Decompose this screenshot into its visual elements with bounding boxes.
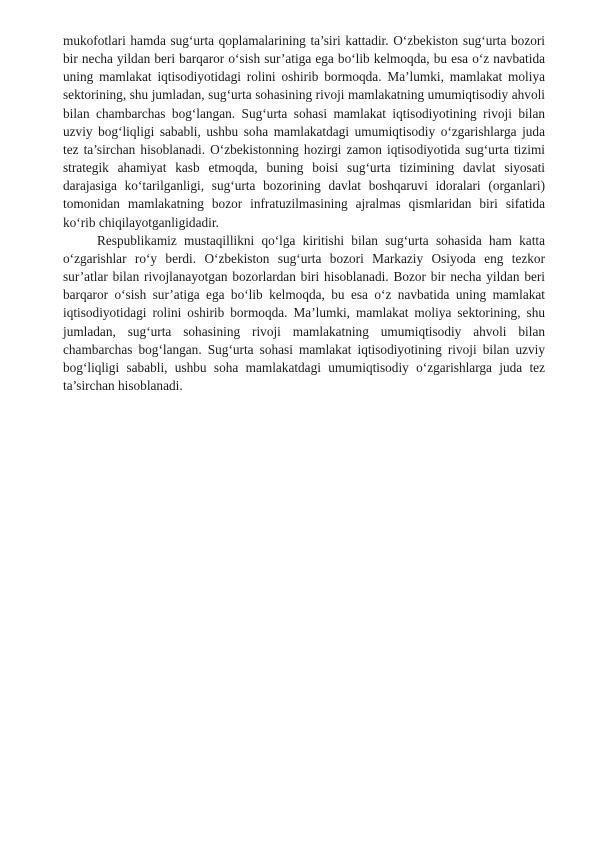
paragraph-2: Respublikamiz mustaqillikni qo‘lga kiritishi bilan sug‘urta sohasida ham katta o‘zgarishlar ro‘y berdi. O‘zbekiston sug‘urta bozori Markaziy Osiyoda eng tezkor sur’atlar bilan rivojlanayotgan bozorlardan biri hisoblanadi. Bozor bir necha yildan beri barqaror o‘sish sur’atiga ega bo‘lib kelmoqda, bu esa o‘z navbatida uning mamlakat iqtisodiyotidagi rolini oshirib bormoqda. Ma’lumki, mamlakat moliya sektorining, shu jumladan, sug‘urta sohasining rivoji mamlakatning umumiqtisodiy ahvoli bilan chambarchas bog‘langan. Sug‘urta sohasi mamlakat iqtisodiyotining rivoji bilan uzviy bog‘liqligi sababli, ushbu soha mamlakatdagi umumiqtisodiy o‘zgarishlarga juda tez ta’sirchan hisoblanadi. [63, 232, 545, 393]
paragraph-1: mukofotlari hamda sug‘urta qoplamalarining ta’siri kattadir. O‘zbekiston sug‘urta bozori bir necha yildan beri barqaror o‘sish sur’atiga ega bo‘lib kelmoqda, bu esa o‘z navbatida uning mamlakat iqtisodiyotidagi rolini oshirib bormoqda. Ma’lumki, mamlakat moliya sektorining, shu jumladan, sug‘urta sohasining rivoji mamlakatning umumiqtisodiy ahvoli bilan chambarchas bog‘langan. Sug‘urta sohasi mamlakat iqtisodiyotining rivoji bilan uzviy bog‘liqligi sababli, ushbu soha mamlakatdagi umumiqtisodiy o‘zgarishlarga juda tez ta’sirchan hisoblanadi. O‘zbekistonning hozirgi zamon iqtisodiyotida sug‘urta tizimi strategik ahamiyat kasb etmoqda, buning boisi sug‘urta tizimining davlat siyosati darajasiga ko‘tarilganligi, sug‘urta bozorining davlat boshqaruvi idoralari (organlari) tomonidan mamlakatning bozor infratuzilmasining ajralmas qismlaridan biri sifatida ko‘rib chiqilayotganligidadir. [63, 33, 545, 230]
document-body [63, 32, 545, 395]
